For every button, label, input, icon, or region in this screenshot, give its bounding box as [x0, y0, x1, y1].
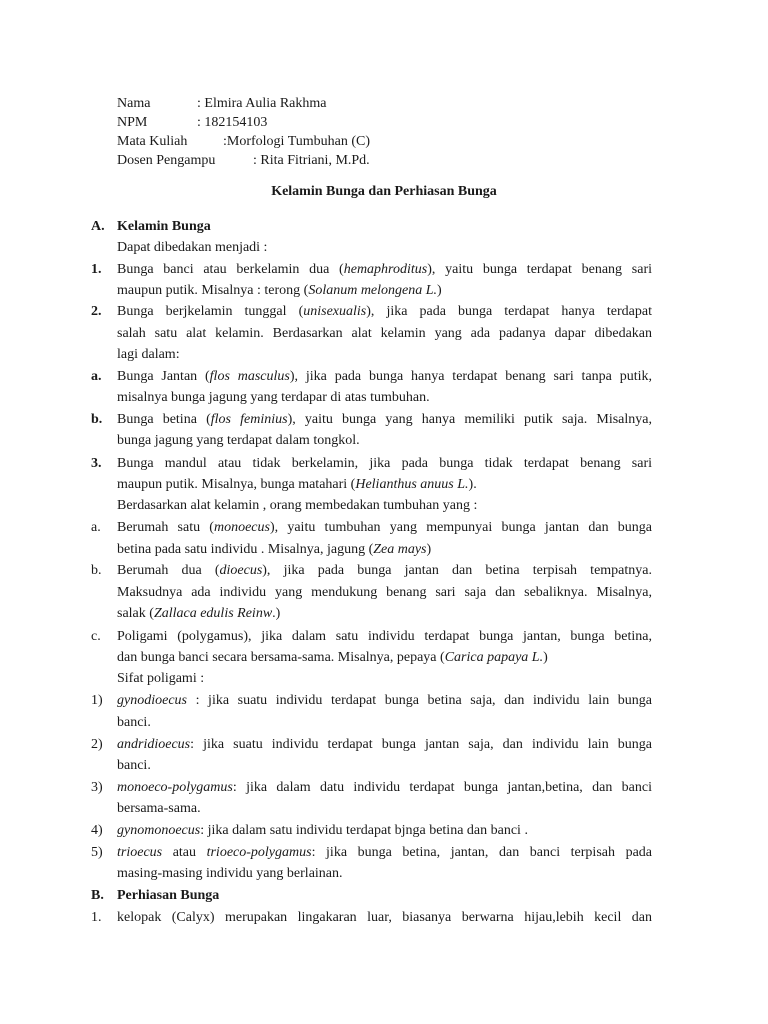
nama-value: : Elmira Aulia Rakhma	[197, 96, 327, 111]
poly-1-line-2: banci.	[117, 715, 151, 730]
item-3-line-2: maupun putik. Misalnya, bunga matahari (Helianthus anuus L.).	[117, 477, 477, 492]
poly-5-marker: 5)	[91, 845, 103, 860]
section-a-title: Kelamin Bunga	[117, 219, 211, 234]
poly-2-line-2: banci.	[117, 758, 151, 773]
item-b-line-2: bunga jagung yang terdapat dalam tongkol.	[117, 433, 360, 448]
section-a-intro-2: Berdasarkan alat kelamin , orang membedakan tumbuhan yang :	[117, 498, 478, 513]
dosen-value: : Rita Fitriani, M.Pd.	[253, 153, 370, 168]
poly-2-marker: 2)	[91, 737, 103, 752]
poly-5-line-2: masing-masing individu yang berlainan.	[117, 866, 343, 881]
item-sb-line-1: Berumah dua (dioecus), jika pada bunga jantan dan betina terpisah tempatnya.	[117, 563, 652, 578]
section-b-title: Perhiasan Bunga	[117, 888, 220, 903]
item-b-line-1: Bunga betina (flos feminius), yaitu bunga yang hanya memiliki putik saja. Misalnya,	[117, 412, 653, 427]
b-item-1-marker: 1.	[91, 910, 102, 925]
poly-1-marker: 1)	[91, 693, 103, 708]
poly-4-line-1: gynomonoecus: jika dalam satu individu terdapat bjnga betina dan banci .	[117, 823, 528, 838]
item-a-line-1: Bunga Jantan (flos masculus), jika pada bunga hanya terdapat benang sari tanpa putik,	[117, 369, 652, 384]
item-sa-line-2: betina pada satu individu . Misalnya, jagung (Zea mays)	[117, 542, 432, 557]
item-2-line-1: Bunga berjkelamin tunggal (unisexualis), jika pada bunga terdapat hanya terdapat	[117, 304, 652, 319]
item-3-line-1: Bunga mandul atau tidak berkelamin, jika pada bunga tidak terdapat benang sari	[117, 456, 652, 471]
document-title: Kelamin Bunga dan Perhiasan Bunga	[271, 184, 497, 199]
npm-value: : 182154103	[197, 115, 268, 130]
b-item-1-line-1: kelopak (Calyx) merupakan lingakaran luar, biasanya berwarna hijau,lebih kecil dan	[117, 910, 652, 925]
item-1-line-2: maupun putik. Misalnya : terong (Solanum melongena L.)	[117, 283, 442, 298]
item-sc-marker: c.	[91, 629, 101, 644]
poly-3-marker: 3)	[91, 780, 103, 795]
item-3-marker: 3.	[91, 456, 102, 471]
item-b-marker: b.	[91, 412, 103, 427]
poly-5-line-1: trioecus atau trioeco-polygamus: jika bunga betina, jantan, dan banci terpisah pada	[117, 845, 652, 860]
sifat-poligami-heading: Sifat poligami :	[117, 671, 205, 686]
poly-1-line-1: gynodioecus : jika suatu individu terdapat bunga betina saja, dan individu lain bunga	[117, 693, 652, 708]
item-sb-marker: b.	[91, 563, 102, 578]
item-sa-marker: a.	[91, 520, 101, 535]
item-sb-line-3: salak (Zallaca edulis Reinw.)	[117, 606, 281, 621]
dosen-label: Dosen Pengampu	[117, 153, 216, 168]
item-sc-line-2: dan bunga banci secara bersama-sama. Misalnya, pepaya (Carica papaya L.)	[117, 650, 548, 665]
poly-3-line-1: monoeco-polygamus: jika dalam datu individu terdapat bunga jantan,betina, dan banci	[117, 780, 652, 795]
item-a-marker: a.	[91, 369, 102, 384]
npm-label: NPM	[117, 115, 148, 130]
item-2-line-3: lagi dalam:	[117, 347, 180, 362]
poly-2-line-1: andridioecus: jika suatu individu terdapat bunga jantan saja, dan individu lain bunga	[117, 737, 652, 752]
section-a-intro: Dapat dibedakan menjadi :	[117, 240, 268, 255]
item-sb-line-2: Maksudnya ada individu yang mendukung benang sari saja dan sebaliknya. Misalnya,	[117, 585, 652, 600]
poly-3-line-2: bersama-sama.	[117, 801, 201, 816]
item-sa-line-1: Berumah satu (monoecus), yaitu tumbuhan yang mempunyai bunga jantan dan bunga	[117, 520, 653, 535]
item-sc-line-1: Poligami (polygamus), jika dalam satu individu terdapat bunga jantan, bunga betina,	[117, 629, 652, 644]
item-1-marker: 1.	[91, 262, 102, 277]
item-1-line-1: Bunga banci atau berkelamin dua (hemaphroditus), yaitu bunga terdapat benang sari	[117, 262, 653, 277]
section-a-marker: A.	[91, 219, 105, 234]
poly-4-marker: 4)	[91, 823, 103, 838]
section-b-marker: B.	[91, 888, 104, 903]
matkul-value: :Morfologi Tumbuhan (C)	[223, 134, 371, 149]
matkul-label: Mata Kuliah	[117, 134, 188, 149]
item-2-marker: 2.	[91, 304, 102, 319]
item-2-line-2: salah satu alat kelamin. Berdasarkan alat kelamin yang ada padanya dapar dibedakan	[117, 326, 652, 341]
item-a-line-2: misalnya bunga jagung yang terdapar di atas tumbuhan.	[117, 390, 430, 405]
nama-label: Nama	[117, 96, 151, 111]
